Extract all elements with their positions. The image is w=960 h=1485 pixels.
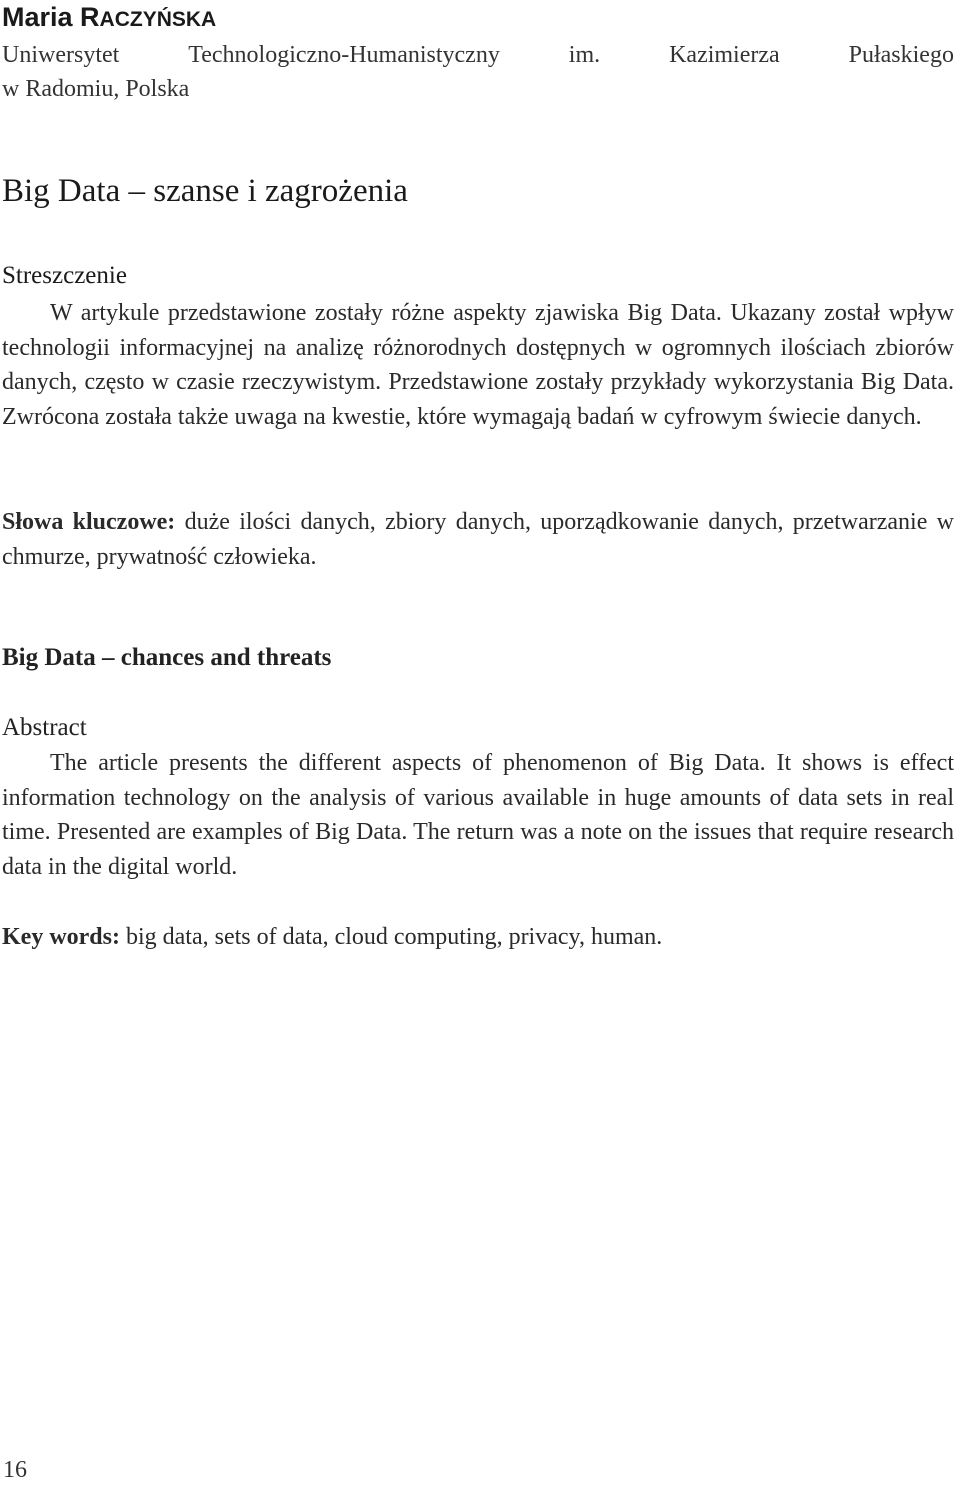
affiliation-line-1 — [2, 38, 954, 72]
abstract-body-pl — [2, 296, 954, 434]
article-title-pl: Big Data – szanse i zagrożenia — [2, 173, 408, 209]
author-first-name: Maria — [2, 2, 81, 32]
author-affiliation — [2, 38, 954, 106]
author-name — [2, 0, 216, 37]
abstract-body-en — [2, 746, 954, 884]
article-title-en: Big Data – chances and threats — [2, 644, 332, 671]
keywords-text-pl: duże ilości danych, zbiory danych, uporządkowanie danych, przetwarzanie w chmurze, prywatność człowieka. — [2, 509, 954, 570]
affiliation-word: Pułaskiego — [848, 42, 954, 68]
keywords-en — [2, 920, 954, 955]
author-surname-rest: ACZYŃSKA — [99, 8, 217, 31]
abstract-heading-en: Abstract — [2, 714, 87, 741]
affiliation-word: Uniwersytet — [2, 42, 120, 68]
author-surname-initial: R — [80, 2, 100, 32]
keywords-text-en: big data, sets of data, cloud computing, privacy, human. — [119, 924, 663, 950]
affiliation-word: Technologiczno-Humanistyczny — [188, 42, 500, 68]
page-number: 16 — [3, 1457, 27, 1483]
abstract-text-en: The article presents the different aspects of phenomenon of Big Data. It shows is effect information technology on the analysis of various available in huge amounts of data sets in real time. Presented are examples of Big Data. The return was a note on the issues that require research data in the digital world. — [2, 750, 954, 880]
abstract-heading-pl: Streszczenie — [2, 262, 127, 289]
affiliation-line-2: w Radomiu, Polska — [2, 76, 190, 102]
keywords-label-pl: Słowa kluczowe: — [2, 509, 176, 535]
keywords-label-en: Key words: — [2, 924, 120, 950]
abstract-text-pl: W artykule przedstawione zostały różne aspekty zjawiska Big Data. Ukazany został wpływ technologii informacyjnej na analizę różnorodnych dostępnych w ogromnych ilościach zbiorów danych, często w czasie rzeczywistym. Przedstawione zostały przykłady wykorzystania Big Data. Zwrócona została także uwaga na kwestie, które wymagają badań w cyfrowym świecie danych. — [2, 300, 954, 430]
affiliation-word: Kazimierza — [669, 42, 780, 68]
keywords-pl — [2, 505, 954, 574]
affiliation-word: im. — [568, 42, 601, 68]
